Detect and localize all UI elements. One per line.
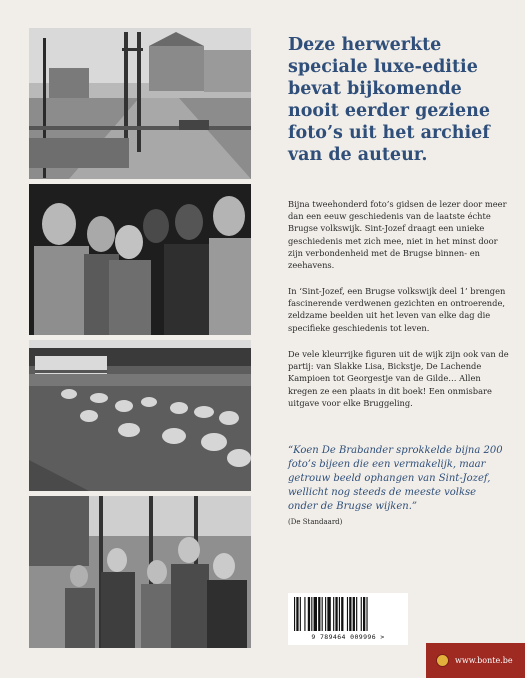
publisher-url: www.bonte.be — [455, 656, 513, 665]
isbn-number: 9 789464 009996 > — [311, 633, 385, 641]
headline: Deze herwerkte speciale luxe-editie bevat bijkomende nooit eerder geziene foto’s uit het archief van de auteur. — [288, 35, 491, 165]
description-paragraph-3: De vele kleurrijke figuren uit de wijk zijn ook van de partij: van Slakke Lisa, Bickstje, De Lachende Kampioen tot Georgestje van de Gilde… Allen kregen ze een plaats in dit boek! Een onmisbare uitgave voor elke Bruggeling. — [288, 349, 509, 408]
isbn-barcode — [288, 593, 408, 645]
description-paragraph-1: Bijna tweehonderd foto’s gidsen de lezer door meer dan een eeuw geschiedenis van de laatste échte Brugse volkswijk. Sint-Jozef draagt een unieke geschiedenis met zich mee, niet in het minst door zijn verbondenheid met de Brugse binnen- en zeehavens. — [288, 199, 507, 271]
publisher-logo-icon — [436, 654, 449, 667]
photo-children-playground — [29, 496, 251, 648]
press-quote: “Koen De Brabander sprokkelde bijna 200 foto’s bijeen die een vermakelijk, maar getrouw beeld ophangen van Sint-Jozef, wellicht nog steeds de meeste volkse onder de Brugse wijken.” — [288, 445, 503, 512]
publisher-tab[interactable] — [426, 643, 525, 678]
photo-sheep-field — [29, 340, 251, 491]
barcode-bars — [294, 597, 402, 631]
description-paragraph-2: In ‘Sint-Jozef, een Brugse volkswijk deel 1’ brengen fascinerende verdwenen gezichten en ontroerende, zeldzame beelden uit het leven van elke dag die specifieke geschiedenis tot leven. — [288, 286, 506, 333]
photo-group-men — [29, 184, 251, 335]
quote-source: (De Standaard) — [288, 518, 343, 526]
photo-canal-bridge — [29, 28, 251, 179]
